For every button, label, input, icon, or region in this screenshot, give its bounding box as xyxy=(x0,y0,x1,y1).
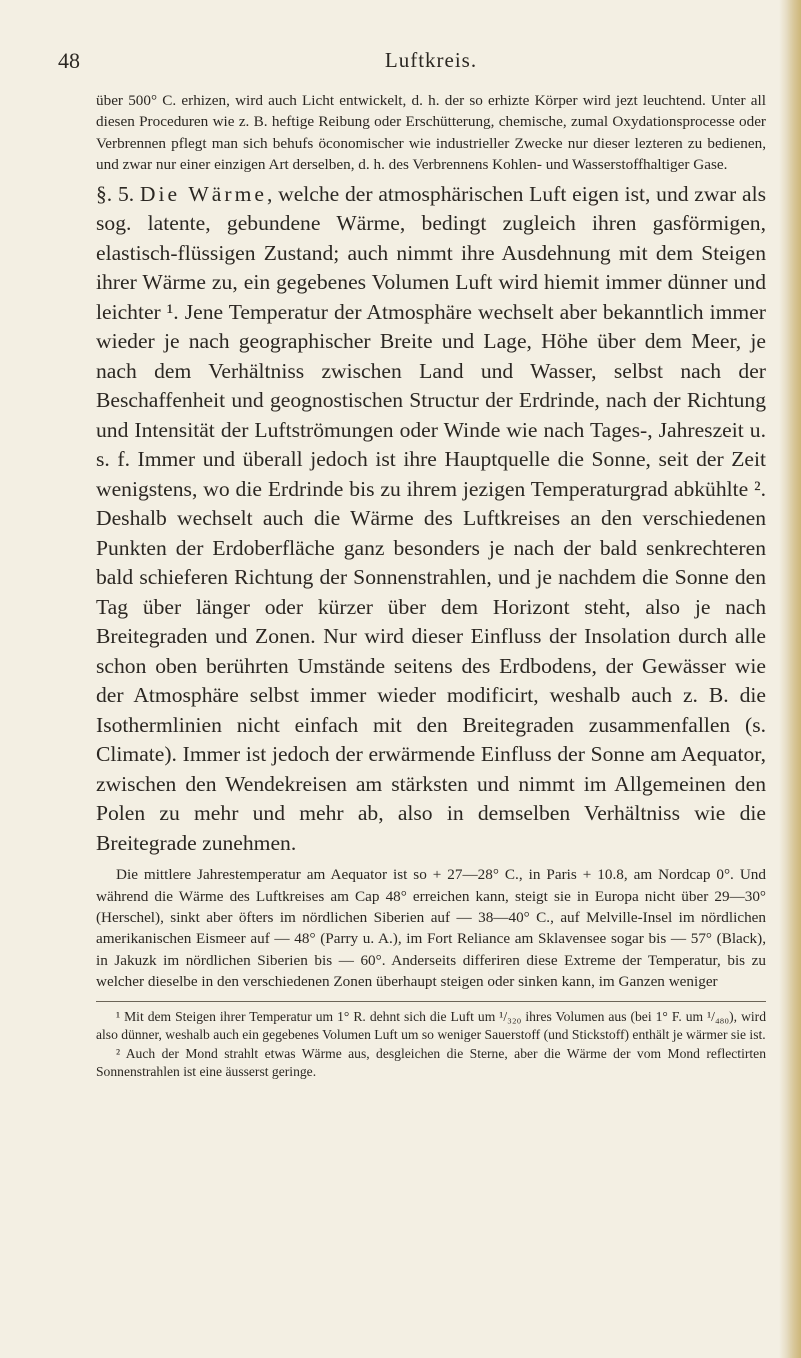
section-paragraph xyxy=(96,180,766,859)
page-header xyxy=(58,48,766,82)
paragraph-small: Die mittlere Jahrestemperatur am Aequator ist so + 27—28° C., in Paris + 10.8, am Nordcap 0°. Und während die Wärme des Luftkreises am Cap 48° erreichen kann, steigt sie in Europa nicht über 29—30° (Herschel), sinkt aber öfters im nördlichen Siberien auf — 38—40° C., auf Melville-Insel im nördlichen amerikanischen Eismeer auf — 48° (Parry u. A.), im Fort Reliance am Sklavensee sogar bis — 57° (Black), in Jakuzk im nördlichen Siberien bis — 60°. Anderseits differiren diese Extreme der Temperatur, bis zu welcher dieselbe in den verschiedenen Zonen überhaupt steigen oder sinken kann, im Ganzen weniger xyxy=(96,866,766,991)
section-number: §. 5. xyxy=(96,181,135,206)
running-title: Luftkreis. xyxy=(384,48,478,72)
book-page xyxy=(58,48,766,1082)
footnote-1: ¹ Mit dem Steigen ihrer Temperatur um 1° R. dehnt sich die Luft um ¹/₃₂₀ ihres Volumen aus (bei 1° F. um ¹/₄₈₀), wird also dünner, weshalb auch ein gegebenes Volumen Luft um so weniger Sauerstoff (und Stickstoff) enthält je wärmer sie ist. xyxy=(96,1008,766,1043)
page-edge-shadow xyxy=(779,0,801,1358)
paragraph-top: über 500° C. erhizen, wird auch Licht entwickelt, d. h. der so erhizte Körper wird jezt leuchtend. Unter all diesen Proceduren wie z. B. heftige Reibung oder Erschütterung, chemische, zumal Oxydationsprocesse oder Verbrennen pflegt man sich behufs öconomischer wie industrieller Zwecke nur dieser lezteren zu bedienen, und zwar nur einer einzigen Art derselben, d. h. des Verbrennens Kohlen- und Wasserstoffhaltiger Gase. xyxy=(96,92,766,174)
section-keyword: Die Wärme xyxy=(139,181,267,206)
footnote-divider xyxy=(96,1001,766,1002)
section-text: , welche der atmosphärischen Luft eigen ist, und zwar als sog. latente, gebundene Wärme, bedingt zugleich ihren gasförmigen, elastisch-flüssigen Zustand; auch nimmt ihre Ausdehnung mit dem Steigen ihrer Wärme zu, ein gegebenes Volumen Luft wird hiemit immer dünner und leichter ¹. Jene Temperatur der Atmosphäre wechselt aber bekanntlich immer wieder je nach geographischer Breite und Lage, Höhe über dem Meer, je nach dem Verhältniss zwischen Land und Wasser, selbst nach der Beschaffenheit und geognostischen Structur der Erdrinde, nach der Richtung und Intensität der Luftströmungen oder Winde wie nach Tages-, Jahreszeit u. s. f. Immer und überall jedoch ist ihre Hauptquelle die Sonne, seit der Zeit wenigstens, wo die Erdrinde bis zu ihrem jezigen Temperaturgrad abkühlte ². Deshalb wechselt auch die Wärme des Luftkreises an den verschiedenen Punkten der Erdoberfläche ganz besonders je nach der bald senkrechteren bald schieferen Richtung der Sonnenstrahlen, und je nachdem die Sonne den Tag über länger oder kürzer über dem Horizont steht, also je nach Breitegraden und Zonen. Nur wird dieser Einfluss der Insolation durch alle schon oben berührten Umstände seitens des Erdbodens, der Gewässer wie der Atmosphäre selbst immer wieder modificirt, weshalb auch z. B. die Isothermlinien nicht einfach mit den Breitegraden zusammenfallen (s. Climate). Immer ist jedoch der erwärmende Einfluss der Sonne am Aequator, zwischen den Wendekreisen am stärksten und nimmt im Allgemeinen den Polen zu mehr und mehr ab, also in demselben Verhältniss wie die Breitegrade zunehmen. xyxy=(96,181,766,855)
footnote-2: ² Auch der Mond strahlt etwas Wärme aus, desgleichen die Sterne, aber die Wärme der vom Mond reflectirten Sonnenstrahlen ist eine äusserst geringe. xyxy=(96,1045,766,1080)
page-number: 48 xyxy=(58,48,80,73)
